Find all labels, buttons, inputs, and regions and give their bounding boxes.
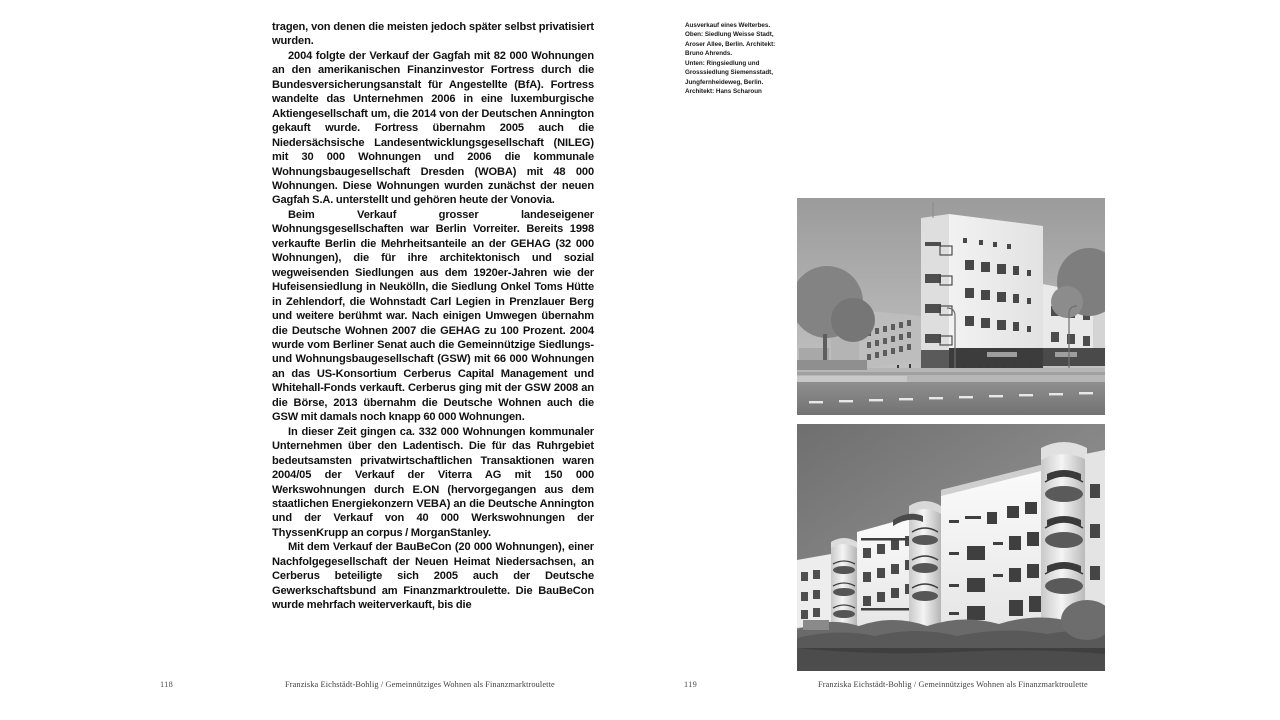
caption-line: Unten: Ringsiedlung und: [685, 59, 760, 67]
page-number-right: 119: [684, 680, 698, 689]
running-head-left: Franziska Eichstädt-Bohlig / Gemeinnütziges Wohnen als Finanzmarktroulette: [285, 680, 555, 689]
caption-line: Architekt: Hans Scharoun: [685, 88, 762, 96]
caption-line: Jungfernheideweg, Berlin.: [685, 78, 764, 86]
right-page: [640, 0, 1280, 720]
paragraph-2: 2004 folgte der Verkauf der Gagfah mit 82 000 Wohnungen an den amerikanischen Finanzinvestor Fortress durch die Bundesversicherungsanstalt für Angestellte (BfA). Fortress wandelte das Unternehmen 2006 in eine luxemburgische Aktiengesellschaft um, die 2014 von der Deutschen Annington gekauft wurde. Fortress übernahm 2005 auch die Niedersächsische Landesentwicklungsgesellschaft (NILEG) mit 30 000 Wohnungen und 2006 die kommunale Wohnungsbaugesellschaft Dresden (WOBA) mit 48 000 Wohnungen. Diese Wohnungen wurden zunächst der neuen Gagfah S.A. unterstellt und gehören heute der Vonovia.: [272, 49, 594, 207]
caption-line: Grosssiedlung Siemensstadt,: [685, 69, 773, 77]
photo-weisse-stadt: [797, 198, 1105, 415]
paragraph-5: Mit dem Verkauf der BauBeCon (20 000 Wohnungen), einer Nachfolgegesellschaft der Neuen Heimat Niedersachsen, an Cerberus beteiligte sich 2005 auch der Deutsche Gewerkschaftsbund am Finanzmarktroulette. Die BauBeCon wurde mehrfach weiterverkauft, bis die: [272, 541, 594, 612]
paragraph-3: Beim Verkauf grosser landeseigener Wohnungsgesellschaften war Berlin Vorreiter. Bereits 1998 verkaufte Berlin die Mehrheitsanteile an der GEHAG (32 000 Wohnungen), die für ihre architektonisch und sozial wegweisenden Siedlungen aus dem 1920er-Jahren wie der Hufeisensiedlung in Neukölln, die Siedlung Onkel Toms Hütte in Zehlendorf, die Wohnstadt Carl Legien in Prenzlauer Berg und weitere berühmt war. Nach einigen Umwegen übernahm die Deutsche Wohnen 2007 die GEHAG zu 100 Prozent. 2004 wurde vom Berliner Senat auch die Gemeinnützige Siedlungs- und Wohnungsbaugesellschaft (GSW) mit 66 000 Wohnungen an das US-Konsortium Cerberus Capital Management und Whitehall-Fonds verkauft. Cerberus ging mit der GSW 2008 an die Börse, 2013 übernahm die Deutsche Wohnen auch die GSW mit damals noch knapp 60 000 Wohnungen.: [272, 208, 594, 424]
caption-line: Aroser Allee, Berlin. Architekt:: [685, 40, 776, 48]
caption-line: Ausverkauf eines Welterbes.: [685, 22, 771, 29]
running-head-right: Franziska Eichstädt-Bohlig / Gemeinnütziges Wohnen als Finanzmarktroulette: [818, 680, 1088, 689]
photo-siemensstadt-graphic: [797, 424, 1105, 671]
paragraph-1: tragen, von denen die meisten jedoch später selbst privatisiert wurden.: [272, 21, 594, 48]
page-number-left: 118: [160, 680, 174, 689]
caption-line: Bruno Ahrends.: [685, 50, 733, 58]
photo-weisse-stadt-graphic: [797, 198, 1105, 415]
caption-line: Oben: Siedlung Weisse Stadt,: [685, 31, 774, 39]
photo-siemensstadt: [797, 424, 1105, 671]
body-text-column: [272, 20, 594, 613]
paragraph-4: In dieser Zeit gingen ca. 332 000 Wohnungen kommunaler Unternehmen über den Ladentisch. Die für das Ruhrgebiet bedeutsamsten privatwirtschaftlichen Transaktionen waren 2004/05 der Verkauf der Viterra AG mit 150 000 Werkswohnungen durch E.ON (hervorgegangen aus dem staatlichen Energiekonzern VEBA) an die Deutsche Annington und der Verkauf von 40 000 Werkswohnungen der ThyssenKrupp an corpus / MorganStanley.: [272, 425, 594, 539]
image-caption: [685, 21, 835, 97]
